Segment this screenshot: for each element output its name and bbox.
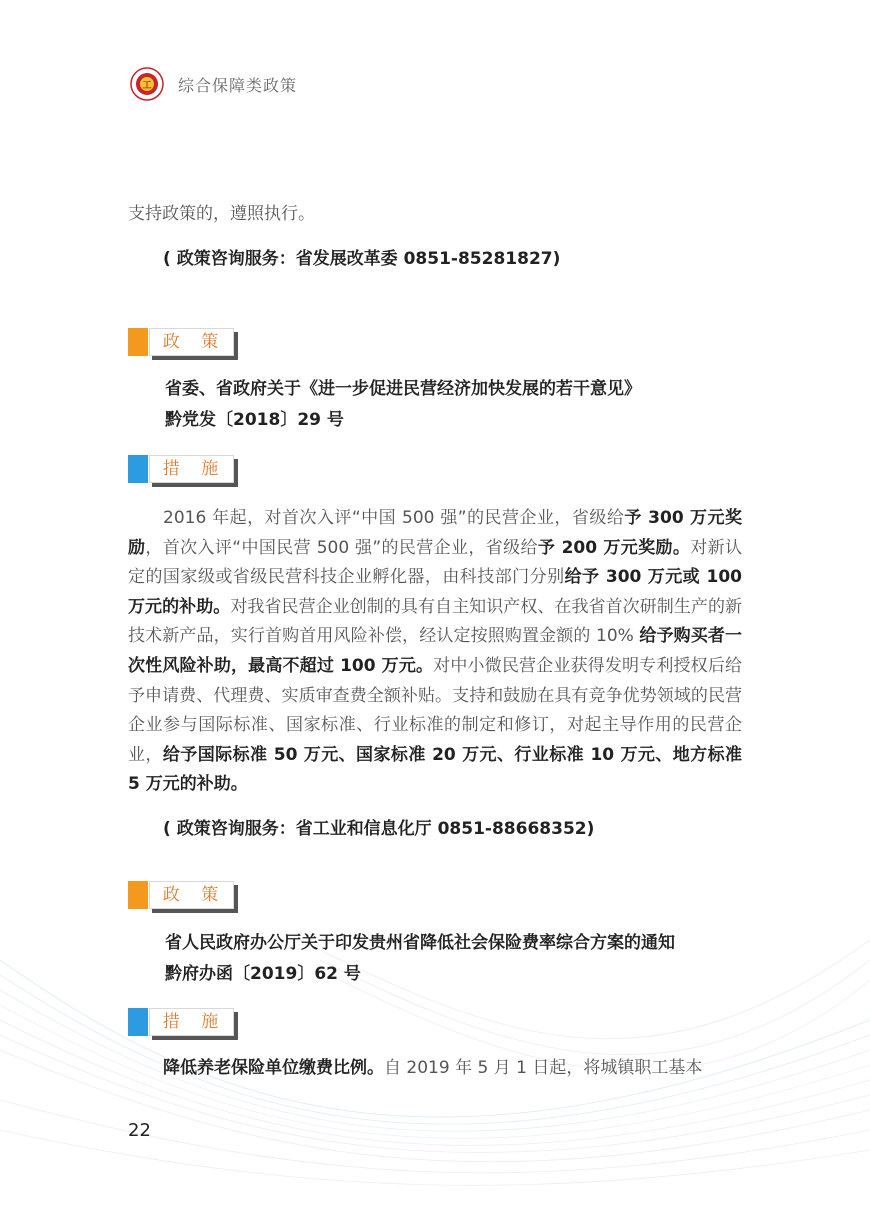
header-title: 综合保障类政策 bbox=[178, 75, 298, 95]
measure-tag-label: 措 施 bbox=[162, 1012, 227, 1032]
measure-tag bbox=[128, 1008, 238, 1040]
measure-tag-label: 措 施 bbox=[162, 459, 227, 479]
intro-text: 支持政策的，遵照执行。 bbox=[128, 204, 315, 224]
federation-emblem-icon bbox=[130, 67, 164, 101]
policy-title: 省人民政府办公厅关于印发贵州省降低社会保险费率综合方案的通知 bbox=[165, 933, 675, 953]
policy-tag-label: 政 策 bbox=[162, 885, 227, 905]
consult-info: ( 政策咨询服务：省工业和信息化厅 0851-88668352) bbox=[163, 819, 595, 839]
measure-paragraph: 2016 年起，对首次入评“中国 500 强”的民营企业，省级给予 300 万元奖励，首次入评“中国民营 500 强”的民营企业，省级给予 200 万元奖励。对新认定的国家级或省级民营科技企业孵化器，由科技部门分别给予 300 万元或 100 万元的补助。对我省民营企业创制的具有自主知识产权、在我省首次研制生产的新技术新产品，实行首购首用风险补偿，经认定按照购置金额的 10% 给予购买者一次性风险补助，最高不超过 100 万元。对中小微民营企业获得发明专利授权后给予申请费、代理费、实质审查费全额补贴。支持和鼓励在具有竞争优势领域的民营企业参与国际标准、国家标准、行业标准的制定和修订，对起主导作用的民营企业，给予国际标准 50 万元、国家标准 20 万元、行业标准 10 万元、地方标准 5 万元的补助。 bbox=[128, 508, 743, 795]
measure-paragraph: 降低养老保险单位缴费比例。自 2019 年 5 月 1 日起，将城镇职工基本 bbox=[163, 1058, 703, 1078]
policy-tag bbox=[128, 881, 238, 913]
policy-title: 省委、省政府关于《进一步促进民营经济加快发展的若干意见》 bbox=[165, 379, 641, 399]
policy-tag-label: 政 策 bbox=[162, 332, 227, 352]
svg-text:工: 工 bbox=[142, 81, 152, 91]
policy-tag bbox=[128, 328, 238, 360]
policy-doc-number: 黔府办函〔2019〕62 号 bbox=[165, 964, 361, 984]
consult-info: ( 政策咨询服务：省发展改革委 0851-85281827) bbox=[163, 249, 561, 269]
page-number: 22 bbox=[128, 1120, 151, 1141]
policy-doc-number: 黔党发〔2018〕29 号 bbox=[165, 410, 344, 430]
measure-tag bbox=[128, 455, 238, 487]
page-header bbox=[130, 64, 297, 104]
